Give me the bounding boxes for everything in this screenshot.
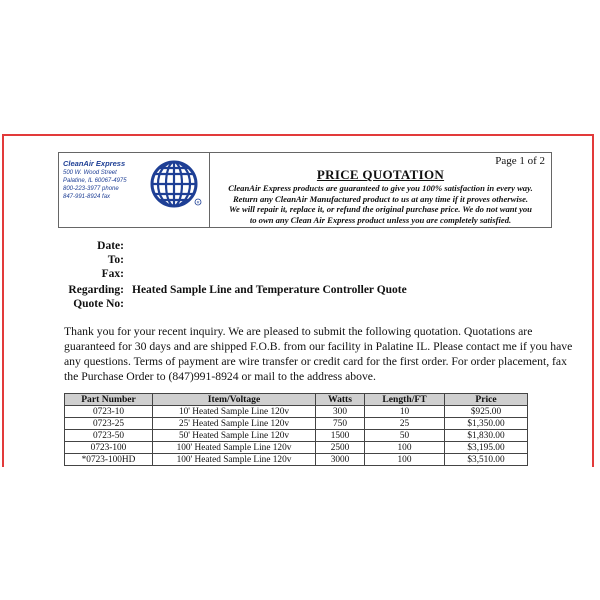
watts-cell: 750 (316, 418, 365, 430)
table-row (65, 442, 528, 454)
guarantee-line: to own any Clean Air Express product unless you are completely satisfied. (249, 214, 512, 225)
length-cell: 25 (365, 418, 445, 430)
price-cell: $1,350.00 (445, 418, 528, 430)
company-phone: 800-223-3977 phone (63, 186, 119, 192)
header-watts: Watts (316, 394, 365, 406)
price-table (64, 393, 528, 466)
table-row (65, 406, 528, 418)
company-address: 500 W. Wood Street (63, 170, 117, 176)
table-header-row (65, 394, 528, 406)
fax-label: Fax: (101, 268, 124, 280)
guarantee-statement (212, 183, 549, 225)
globe-icon (147, 157, 205, 213)
part-number-cell: 0723-100 (65, 442, 153, 454)
table-row (65, 418, 528, 430)
header-part-number: Part Number (65, 394, 153, 406)
price-cell: $925.00 (445, 406, 528, 418)
item-cell: 100' Heated Sample Line 120v (153, 454, 316, 466)
document-title: PRICE QUOTATION (316, 167, 445, 182)
letterhead-divider (209, 153, 210, 227)
price-cell: $3,510.00 (445, 454, 528, 466)
header-length: Length/FT (365, 394, 445, 406)
regarding-label: Regarding: (68, 284, 124, 296)
watts-cell: 3000 (316, 454, 365, 466)
part-number-cell: 0723-25 (65, 418, 153, 430)
guarantee-line: Return any CleanAir Manufactured product to us at any time if it proves otherwise. (232, 193, 529, 204)
page-number: Page 1 of 2 (495, 155, 545, 167)
price-cell: $3,195.00 (445, 442, 528, 454)
item-cell: 50' Heated Sample Line 120v (153, 430, 316, 442)
to-label: To: (107, 254, 124, 266)
watts-cell: 1500 (316, 430, 365, 442)
item-cell: 25' Heated Sample Line 120v (153, 418, 316, 430)
intro-paragraph: Thank you for your recent inquiry. We are pleased to submit the following quotation. Quotations are guaranteed for 30 days and are shipped F.O.B. from our facility in Palatine IL. Please contact me if you have any questions. Terms of payment are wire transfer or credit card for the first order. For order placement, fax the Purchase Order to (847)991-8924 or mail to the address above. (64, 325, 573, 383)
watts-cell: 300 (316, 406, 365, 418)
company-info (63, 159, 148, 201)
table-row (65, 454, 528, 466)
date-label: Date: (97, 240, 124, 252)
table-row (65, 430, 528, 442)
part-number-cell: 0723-50 (65, 430, 153, 442)
item-cell: 100' Heated Sample Line 120v (153, 442, 316, 454)
document-frame (2, 134, 594, 467)
price-cell: $1,830.00 (445, 430, 528, 442)
company-name: CleanAir Express (63, 159, 126, 168)
guarantee-line: We will repair it, replace it, or refund the original purchase price. We do not want you (229, 204, 532, 215)
part-number-cell: *0723-100HD (65, 454, 153, 466)
company-city: Palatine, IL 60067-4975 (63, 178, 127, 184)
length-cell: 10 (365, 406, 445, 418)
watts-cell: 2500 (316, 442, 365, 454)
regarding-value: Heated Sample Line and Temperature Controller Quote (132, 284, 407, 296)
length-cell: 50 (365, 430, 445, 442)
length-cell: 100 (365, 454, 445, 466)
length-cell: 100 (365, 442, 445, 454)
quote-no-label: Quote No: (73, 298, 124, 310)
letterhead (58, 152, 552, 228)
guarantee-line: CleanAir Express products are guaranteed to give you 100% satisfaction in every way. (228, 183, 533, 193)
item-cell: 10' Heated Sample Line 120v (153, 406, 316, 418)
part-number-cell: 0723-10 (65, 406, 153, 418)
header-item-voltage: Item/Voltage (153, 394, 316, 406)
svg-text:R: R (196, 199, 200, 205)
company-fax: 847-991-8924 fax (63, 194, 111, 200)
header-price: Price (445, 394, 528, 406)
